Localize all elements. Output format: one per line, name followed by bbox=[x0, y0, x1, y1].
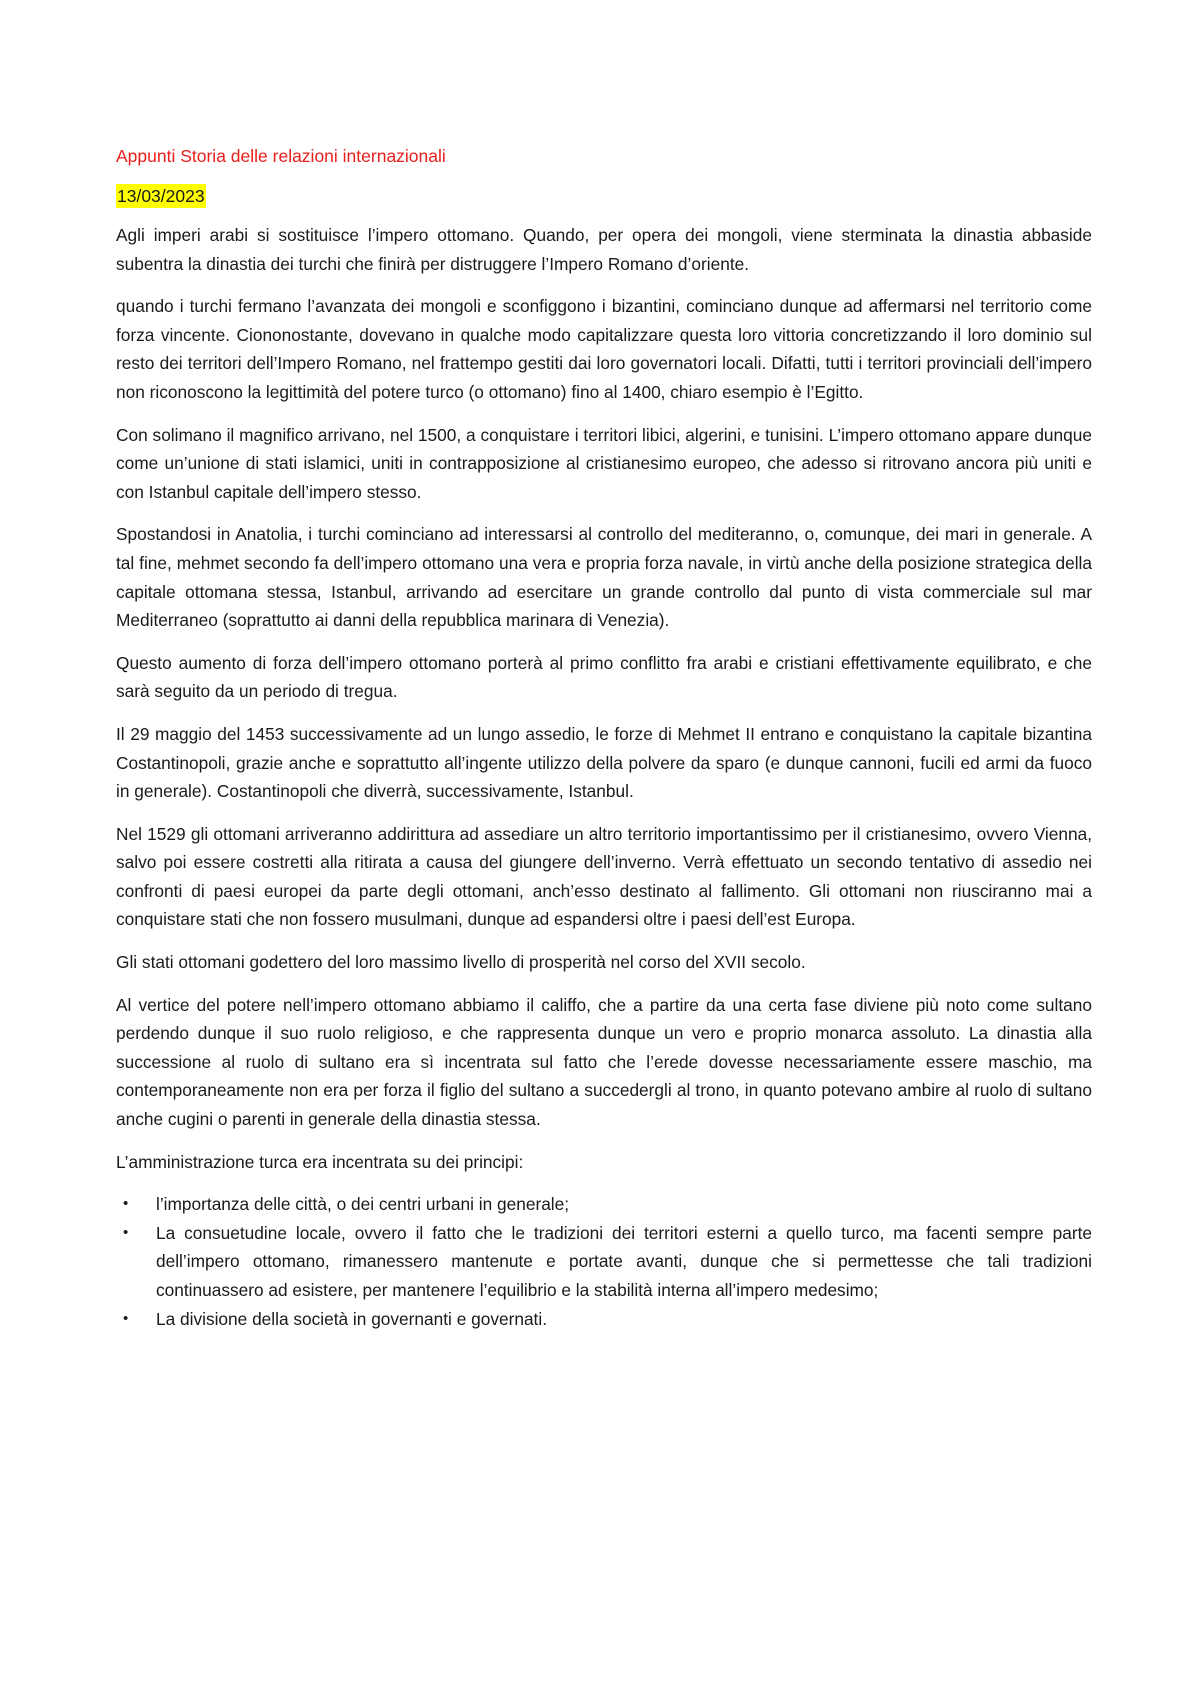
list-item-text: La divisione della società in governanti e governati. bbox=[156, 1308, 547, 1329]
principles-list bbox=[116, 1190, 1092, 1333]
bullet-icon: • bbox=[123, 1309, 129, 1327]
paragraph: Al vertice del potere nell’impero ottomano abbiamo il califfo, che a partire da una certa fase diviene più noto come sultano perdendo dunque il suo ruolo religioso, e che rappresenta dunque un vero e proprio monarca assoluto. La dinastia alla successione al ruolo di sultano era sì incentrata sul fatto che l’erede dovesse necessariamente essere maschio, ma contemporaneamente non era per forza il figlio del sultano a succedergli al trono, in quanto potevano ambire al ruolo di sultano anche cugini o parenti in generale della dinastia stessa. bbox=[116, 994, 1092, 1130]
paragraph: Il 29 maggio del 1453 successivamente ad un lungo assedio, le forze di Mehmet II entrano e conquistano la capitale bizantina Costantinopoli, grazie anche e soprattutto all’ingente utilizzo della polvere da sparo (e dunque cannoni, fucili ed armi da fuoco in generale). Costantinopoli che diverrà, successivamente, Istanbul. bbox=[116, 723, 1092, 802]
paragraph: Questo aumento di forza dell’impero ottomano porterà al primo conflitto fra arabi e cristiani effettivamente equilibrato, e che sarà seguito da un periodo di tregua. bbox=[116, 652, 1092, 702]
list-item bbox=[123, 1305, 1092, 1334]
paragraph: Con solimano il magnifico arrivano, nel 1500, a conquistare i territori libici, algerini, e tunisini. L’impero ottomano appare dunque come un’unione di stati islamici, uniti in contrapposizione al cristianesimo europeo, che adesso si ritrovano ancora più uniti e con Istanbul capitale dell’impero stesso. bbox=[116, 424, 1092, 502]
list-intro-paragraph: L’amministrazione turca era incentrata su dei principi: bbox=[116, 1151, 524, 1172]
document-date: 13/03/2023 bbox=[117, 186, 205, 206]
document-title: Appunti Storia delle relazioni internazionali bbox=[116, 146, 446, 166]
list-item bbox=[123, 1190, 1092, 1219]
paragraph: Agli imperi arabi si sostituisce l’impero ottomano. Quando, per opera dei mongoli, viene sterminata la dinastia abbaside subentra la dinastia dei turchi che finirà per distruggere l’Impero Romano d’oriente. bbox=[116, 225, 1092, 274]
bullet-icon: • bbox=[123, 1195, 129, 1213]
bullet-icon: • bbox=[123, 1223, 129, 1241]
paragraph: Nel 1529 gli ottomani arriveranno addirittura ad assediare un altro territorio importantissimo per il cristianesimo, ovvero Vienna, salvo poi essere costretti alla ritirata a causa del giungere dell’inverno. Verrà effettuato un secondo tentativo di assedio nei confronti di paesi europei da parte degli ottomani, anch’esso destinato al fallimento. Gli ottomani non riusciranno mai a conquistare stati che non fossero musulmani, dunque ad espandersi oltre i paesi dell’est Europa. bbox=[116, 823, 1092, 930]
list-item-text: l’importanza delle città, o dei centri urbani in generale; bbox=[156, 1194, 570, 1215]
list-item-text: La consuetudine locale, ovvero il fatto che le tradizioni dei territori esterni a quello turco, ma facenti sempre parte dell’impero ottomano, rimanessero mantenute e portate avanti, dunque che si permettesse che tali tradizioni continuassero ad esistere, per mantenere l’equilibrio e la stabilità interna all’impero medesimo; bbox=[156, 1222, 1092, 1300]
paragraph: Spostandosi in Anatolia, i turchi cominciano ad interessarsi al controllo del mediteranno, o, comunque, dei mari in generale. A tal fine, mehmet secondo fa dell’impero ottomano una vera e propria forza navale, in virtù anche della posizione strategica della capitale ottomana stessa, Istanbul, arrivando ad esercitare un grande controllo dal punto di vista commerciale sul mar Mediterraneo (soprattutto ai danni della repubblica marinara di Venezia). bbox=[116, 524, 1092, 631]
paragraph: quando i turchi fermano l’avanzata dei mongoli e sconfiggono i bizantini, cominciano dunque ad affermarsi nel territorio come forza vincente. Ciononostante, dovevano in qualche modo capitalizzare questa loro vittoria concretizzando il loro dominio sul resto dei territori dell’Impero Romano, nel frattempo gestiti dai loro governatori locali. Difatti, tutti i territori provinciali dell’impero non riconoscono la legittimità del potere turco (o ottomano) fino al 1400, chiaro esempio è l’Egitto. bbox=[116, 296, 1092, 402]
paragraph: Gli stati ottomani godettero del loro massimo livello di prosperità nel corso del XVII secolo. bbox=[116, 952, 806, 973]
list-item bbox=[123, 1219, 1092, 1305]
date-line bbox=[116, 184, 1092, 221]
